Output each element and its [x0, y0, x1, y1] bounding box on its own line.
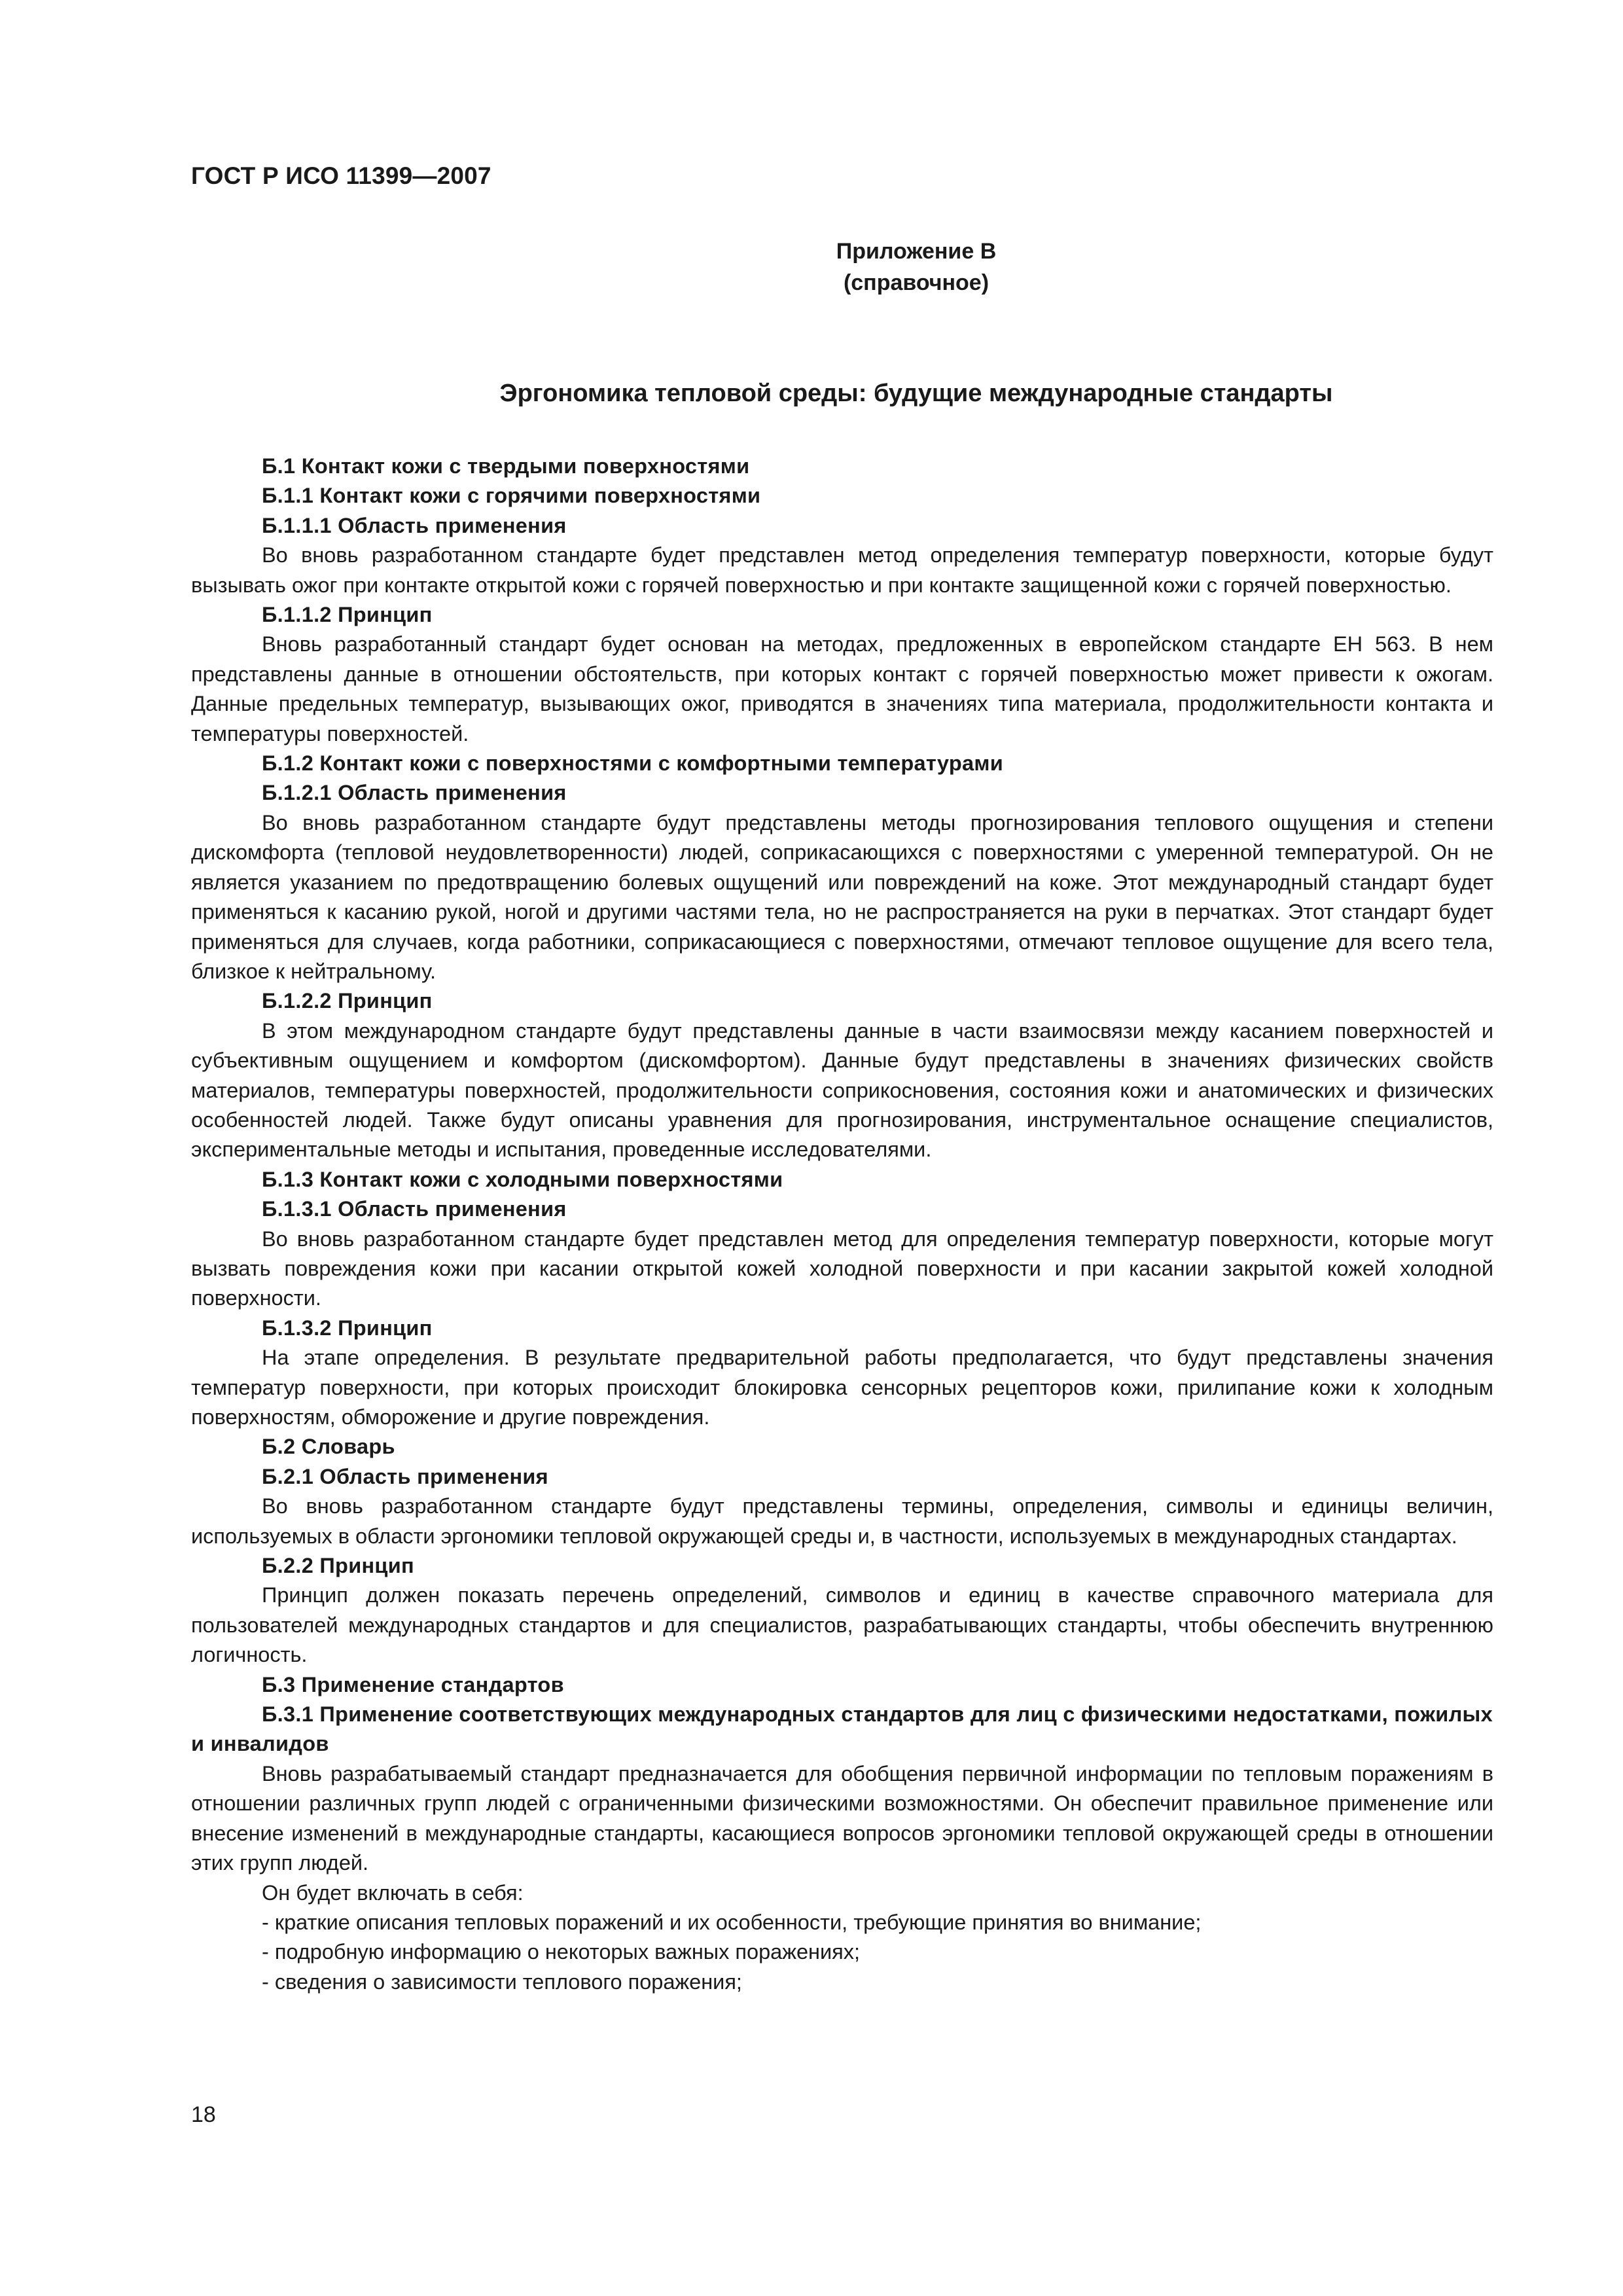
section-heading: Б.3.1 Применение соответствующих международных стандартов для лиц с физическими недостатками, пожилых и инвалидов [191, 1702, 1493, 1756]
section-heading: Б.2.1 Область применения [262, 1464, 548, 1488]
paragraph [191, 808, 1493, 986]
document-body [191, 452, 1493, 1997]
section-heading: Б.1.2.1 Область применения [262, 781, 567, 805]
section-heading: Б.3 Применение стандартов [262, 1672, 564, 1696]
paragraph-text: Вновь разрабатываемый стандарт предназначается для обобщения первичной информации по тепловым поражениям в отношении различных групп людей с ограниченными физическими возможностями. Он обеспечит правильное применение или внесение изменений в международные стандарты, касающиеся вопросов эргономики тепловой окружающей среды в отношении этих групп людей. [191, 1761, 1493, 1875]
paragraph [191, 630, 1493, 749]
paragraph [191, 1759, 1493, 1878]
section-heading: Б.1.1.1 Область применения [262, 513, 567, 537]
paragraph [191, 1225, 1493, 1314]
page-title: Эргономика тепловой среды: будущие международные стандарты [499, 380, 1333, 407]
section-heading: Б.2 Словарь [262, 1435, 395, 1459]
paragraph [191, 1016, 1493, 1165]
section-heading: Б.1.1 Контакт кожи с горячими поверхностями [262, 484, 761, 508]
paragraph [191, 1343, 1493, 1432]
paragraph-text: Во вновь разработанном стандарте будут представлены термины, определения, символы и единицы величин, используемых в области эргономики тепловой окружающей среды и, в частности, используемых в международных стандартах. [191, 1494, 1493, 1548]
section-heading: Б.1.3 Контакт кожи с холодными поверхностями [262, 1167, 783, 1191]
paragraph [191, 541, 1493, 600]
document-code: ГОСТ Р ИСО 11399—2007 [191, 162, 491, 189]
paragraph [191, 1581, 1493, 1670]
list-item: - подробную информацию о некоторых важных поражениях; [262, 1940, 861, 1964]
paragraph [191, 1492, 1493, 1551]
list-item: - сведения о зависимости теплового поражения; [262, 1969, 742, 1994]
paragraph-text: Во вновь разработанном стандарте будут представлены методы прогнозирования теплового ощущения и степени дискомфорта (тепловой неудовлетворенности) людей, соприкасающихся с поверхностями с умеренной температурой. Он не является указанием по предотвращению болевых ощущений или повреждений на коже. Этот международный стандарт будет применяться к касанию рукой, ногой и другими частями тела, но не распространяется на руки в перчатках. Этот стандарт будет применяться для случаев, когда работники, соприкасающиеся с поверхностями, отмечают тепловое ощущение для всего тела, близкое к нейтральному. [191, 810, 1493, 983]
section-heading: Б.1.2 Контакт кожи с поверхностями с комфортными температурами [262, 751, 1003, 776]
paragraph-text: Во вновь разработанном стандарте будет представлен метод для определения температур поверхности, которые могут вызвать повреждения кожи при касании открытой кожей холодной поверхности и при касании закрытой кожей холодной поверхности. [191, 1227, 1493, 1310]
appendix-type: (справочное) [843, 270, 990, 295]
paragraph-text: Вновь разработанный стандарт будет основан на методах, предложенных в европейском стандарте ЕН 563. В нем представлены данные в отношении обстоятельств, при которых контакт с горячей поверхностью может привести к ожогам. Данные предельных температур, вызывающих ожог, приводятся в значениях типа материала, продолжительности контакта и температуры поверхностей. [191, 632, 1493, 745]
list-item: Он будет включать в себя: [262, 1880, 524, 1905]
appendix-label: Приложение В [836, 239, 997, 264]
section-heading: Б.1.3.1 Область применения [262, 1197, 567, 1221]
appendix-heading [0, 236, 1623, 298]
section-heading: Б.1.1.2 Принцип [262, 603, 433, 627]
section-heading: Б.1.3.2 Принцип [262, 1316, 433, 1340]
section-heading: Б.1.2.2 Принцип [262, 989, 433, 1013]
paragraph-text: В этом международном стандарте будут представлены данные в части взаимосвязи между касанием поверхностей и субъективным ощущением и комфортом (дискомфортом). Данные будут представлены в значениях физических свойств материалов, температуры поверхностей, продолжительности соприкосновения, состояния кожи и анатомических и физических особенностей людей. Также будут описаны уравнения для прогнозирования, инструментальное оснащение специалистов, экспериментальные методы и испытания, проведенные исследователями. [191, 1018, 1493, 1162]
paragraph-text: На этапе определения. В результате предварительной работы предполагается, что будут представлены значения температур поверхности, при которых происходит блокировка сенсорных рецепторов кожи, прилипание кожи к холодным поверхностям, обморожение и другие повреждения. [191, 1346, 1493, 1429]
list-item: - краткие описания тепловых поражений и их особенности, требующие принятия во внимание; [262, 1910, 1202, 1934]
paragraph-text: Принцип должен показать перечень определений, символов и единиц в качестве справочного материала для пользователей международных стандартов и для специалистов, разрабатывающих стандарты, чтобы обеспечить внутреннюю логичность. [191, 1583, 1493, 1667]
page-number: 18 [191, 2102, 216, 2127]
section-heading: Б.2.2 Принцип [262, 1554, 414, 1578]
paragraph-text: Во вновь разработанном стандарте будет представлен метод определения температур поверхности, которые будут вызывать ожог при контакте открытой кожи с горячей поверхностью и при контакте защищенной кожи с горячей поверхностью. [191, 543, 1493, 597]
section-heading: Б.1 Контакт кожи с твердыми поверхностями [262, 454, 750, 478]
